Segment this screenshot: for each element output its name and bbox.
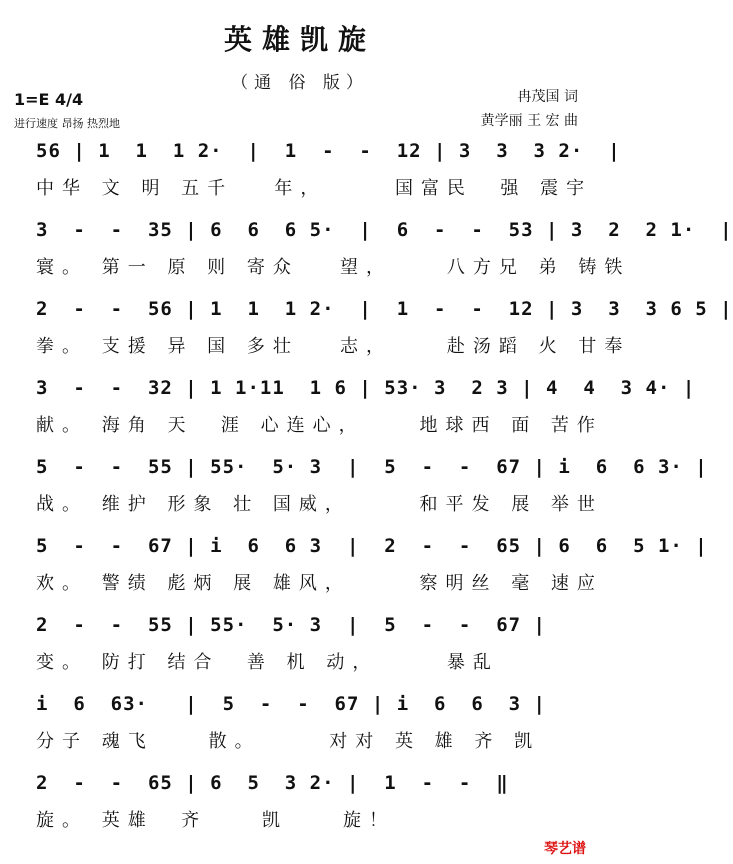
score-row — [0, 377, 696, 457]
lyric-line: 献。 海角 天 涯 心连心， 地球西 面 苦作 — [36, 415, 603, 436]
lyric-line: 战。 维护 形象 壮 国威， 和平发 展 举世 — [36, 494, 603, 515]
note-line: 2 - - 56 | 1 1 1 2· | 1 - - 12 | 3 3 3 6 5 | — [36, 298, 733, 320]
lyric-line: 分子 魂飞 散。 对对 英 雄 齐 凯 — [36, 731, 541, 752]
note-line: i 6 63· | 5 - - 67 | i 6 6 3 | — [36, 693, 546, 715]
lyricist-credit: 冉茂国 词 — [517, 89, 578, 105]
score-row — [0, 219, 733, 299]
note-line: 5 - - 55 | 55· 5· 3 | 5 - - 67 | i 6 6 3· | — [36, 456, 708, 478]
watermark-logo: 琴艺谱 — [544, 841, 586, 857]
tempo-marking: 进行速度 昂扬 热烈地 — [14, 117, 120, 130]
note-line: 5 - - 67 | i 6 6 3 | 2 - - 65 | 6 6 5 1· | — [36, 535, 708, 557]
lyric-line: 旋。 英雄 齐 凯 旋！ — [36, 810, 395, 831]
key-signature: 1=E 4/4 — [14, 90, 84, 109]
note-line: 56 | 1 1 1 2· | 1 - - 12 | 3 3 3 2· | — [36, 140, 621, 162]
lyric-line: 拳。 支援 异 国 多壮 志， 赴汤蹈 火 甘奉 — [36, 336, 631, 357]
lyric-line: 寰。 第一 原 则 寄众 望， 八方兄 弟 铸铁 — [36, 257, 631, 278]
note-line: 2 - - 55 | 55· 5· 3 | 5 - - 67 | — [36, 614, 546, 636]
score-row — [0, 535, 708, 615]
note-line: 3 - - 32 | 1 1·11 1 6 | 53· 3 2 3 | 4 4 3 4· | — [36, 377, 696, 399]
score-row — [0, 772, 600, 852]
score-row — [0, 298, 733, 378]
lyric-line: 欢。 警绩 彪炳 展 雄风， 察明丝 毫 速应 — [36, 573, 603, 594]
lyric-line: 变。 防打 结合 善 机 动， 暴乱 — [36, 652, 499, 673]
lyric-line: 中华 文 明 五千 年， 国富民 强 震宇 — [36, 178, 593, 199]
score-row — [0, 456, 708, 536]
composer-credit: 黄学丽 王 宏 曲 — [480, 113, 578, 129]
score-row — [0, 614, 600, 694]
score-row — [0, 140, 621, 220]
score-row — [0, 693, 600, 773]
song-title: 英雄凯旋 — [223, 23, 376, 56]
song-subtitle: （通 俗 版） — [231, 73, 369, 93]
note-line: 2 - - 65 | 6 5 3 2· | 1 - - ‖ — [36, 772, 509, 794]
note-line: 3 - - 35 | 6 6 6 5· | 6 - - 53 | 3 2 2 1· | — [36, 219, 733, 241]
